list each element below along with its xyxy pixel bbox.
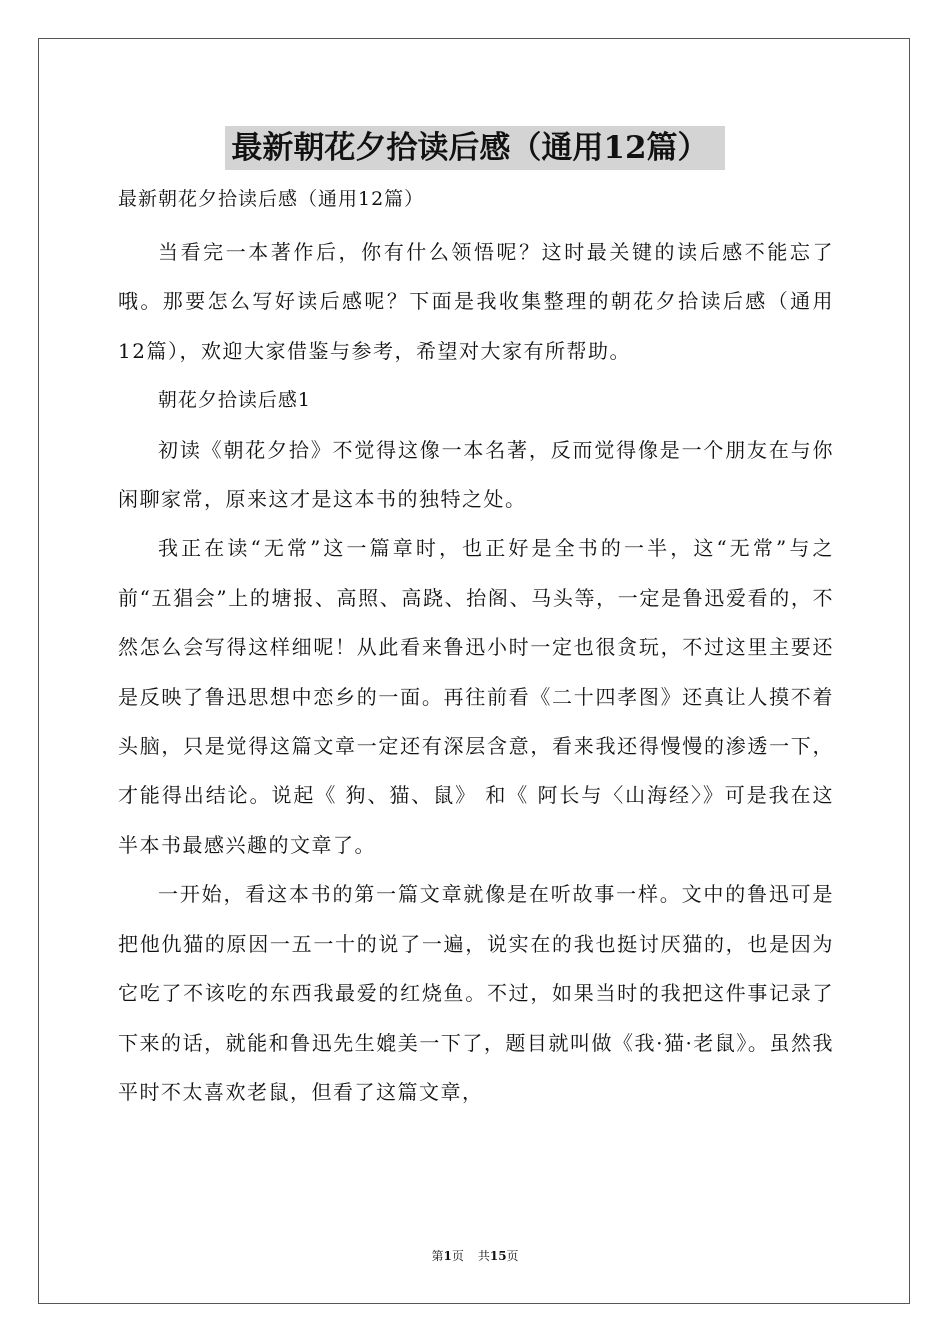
footer-page-total: 15 — [489, 1249, 507, 1263]
footer-page-mid: 页 — [451, 1249, 464, 1263]
body-paragraph-2: 我正在读“无常”这一篇章时，也正好是全书的一半，这“无常”与之前“五猖会”上的塘报、高照、高跷、抬阁、马头等，一定是鲁迅爱看的，不然怎么会写得这样细呢！从此看来鲁迅小时一定也很贪玩，不过这里主要还是反映了鲁迅思想中恋乡的一面。再往前看《二十四孝图》还真让人摸不着头脑，只是觉得这篇文章一定还有深层含意，看来我还得慢慢的渗透一下，才能得出结论。说起《 狗、猫、鼠》 和《 阿长与〈山海经〉》可是我在这半本书最感兴趣的文章了。 — [118, 536, 834, 857]
footer-page-prefix: 第 — [431, 1249, 444, 1263]
footer-total-prefix: 共 — [477, 1249, 490, 1263]
title-area — [0, 126, 950, 170]
footer-page-current: 1 — [443, 1249, 452, 1263]
page-footer — [0, 1248, 950, 1264]
document-subtitle: 最新朝花夕拾读后感（通用12篇） — [118, 188, 425, 210]
section-heading: 朝花夕拾读后感1 — [157, 389, 311, 412]
footer-total-suffix: 页 — [506, 1249, 519, 1263]
body-paragraph-3: 一开始，看这本书的第一篇文章就像是在听故事一样。文中的鲁迅可是把他仇猫的原因一五一十的说了一遍，说实在的我也挺讨厌猫的，也是因为它吃了不该吃的东西我最爱的红烧鱼。不过，如果当时的我把这件事记录了下来的话，就能和鲁迅先生媲美一下了，题目就叫做《我·猫·老鼠》。虽然我平时不太喜欢老鼠，但看了这篇文章， — [118, 882, 834, 1104]
document-body — [118, 182, 834, 1117]
intro-paragraph: 当看完一本著作后，你有什么领悟呢？这时最关键的读后感不能忘了哦。那要怎么写好读后感呢？下面是我收集整理的朝花夕拾读后感（通用12篇），欢迎大家借鉴与参考，希望对大家有所帮助。 — [118, 240, 834, 363]
body-paragraph-1: 初读《朝花夕拾》不觉得这像一本名著，反而觉得像是一个朋友在与你闲聊家常，原来这才是这本书的独特之处。 — [118, 437, 834, 512]
document-title: 最新朝花夕拾读后感（通用12篇） — [225, 126, 724, 170]
